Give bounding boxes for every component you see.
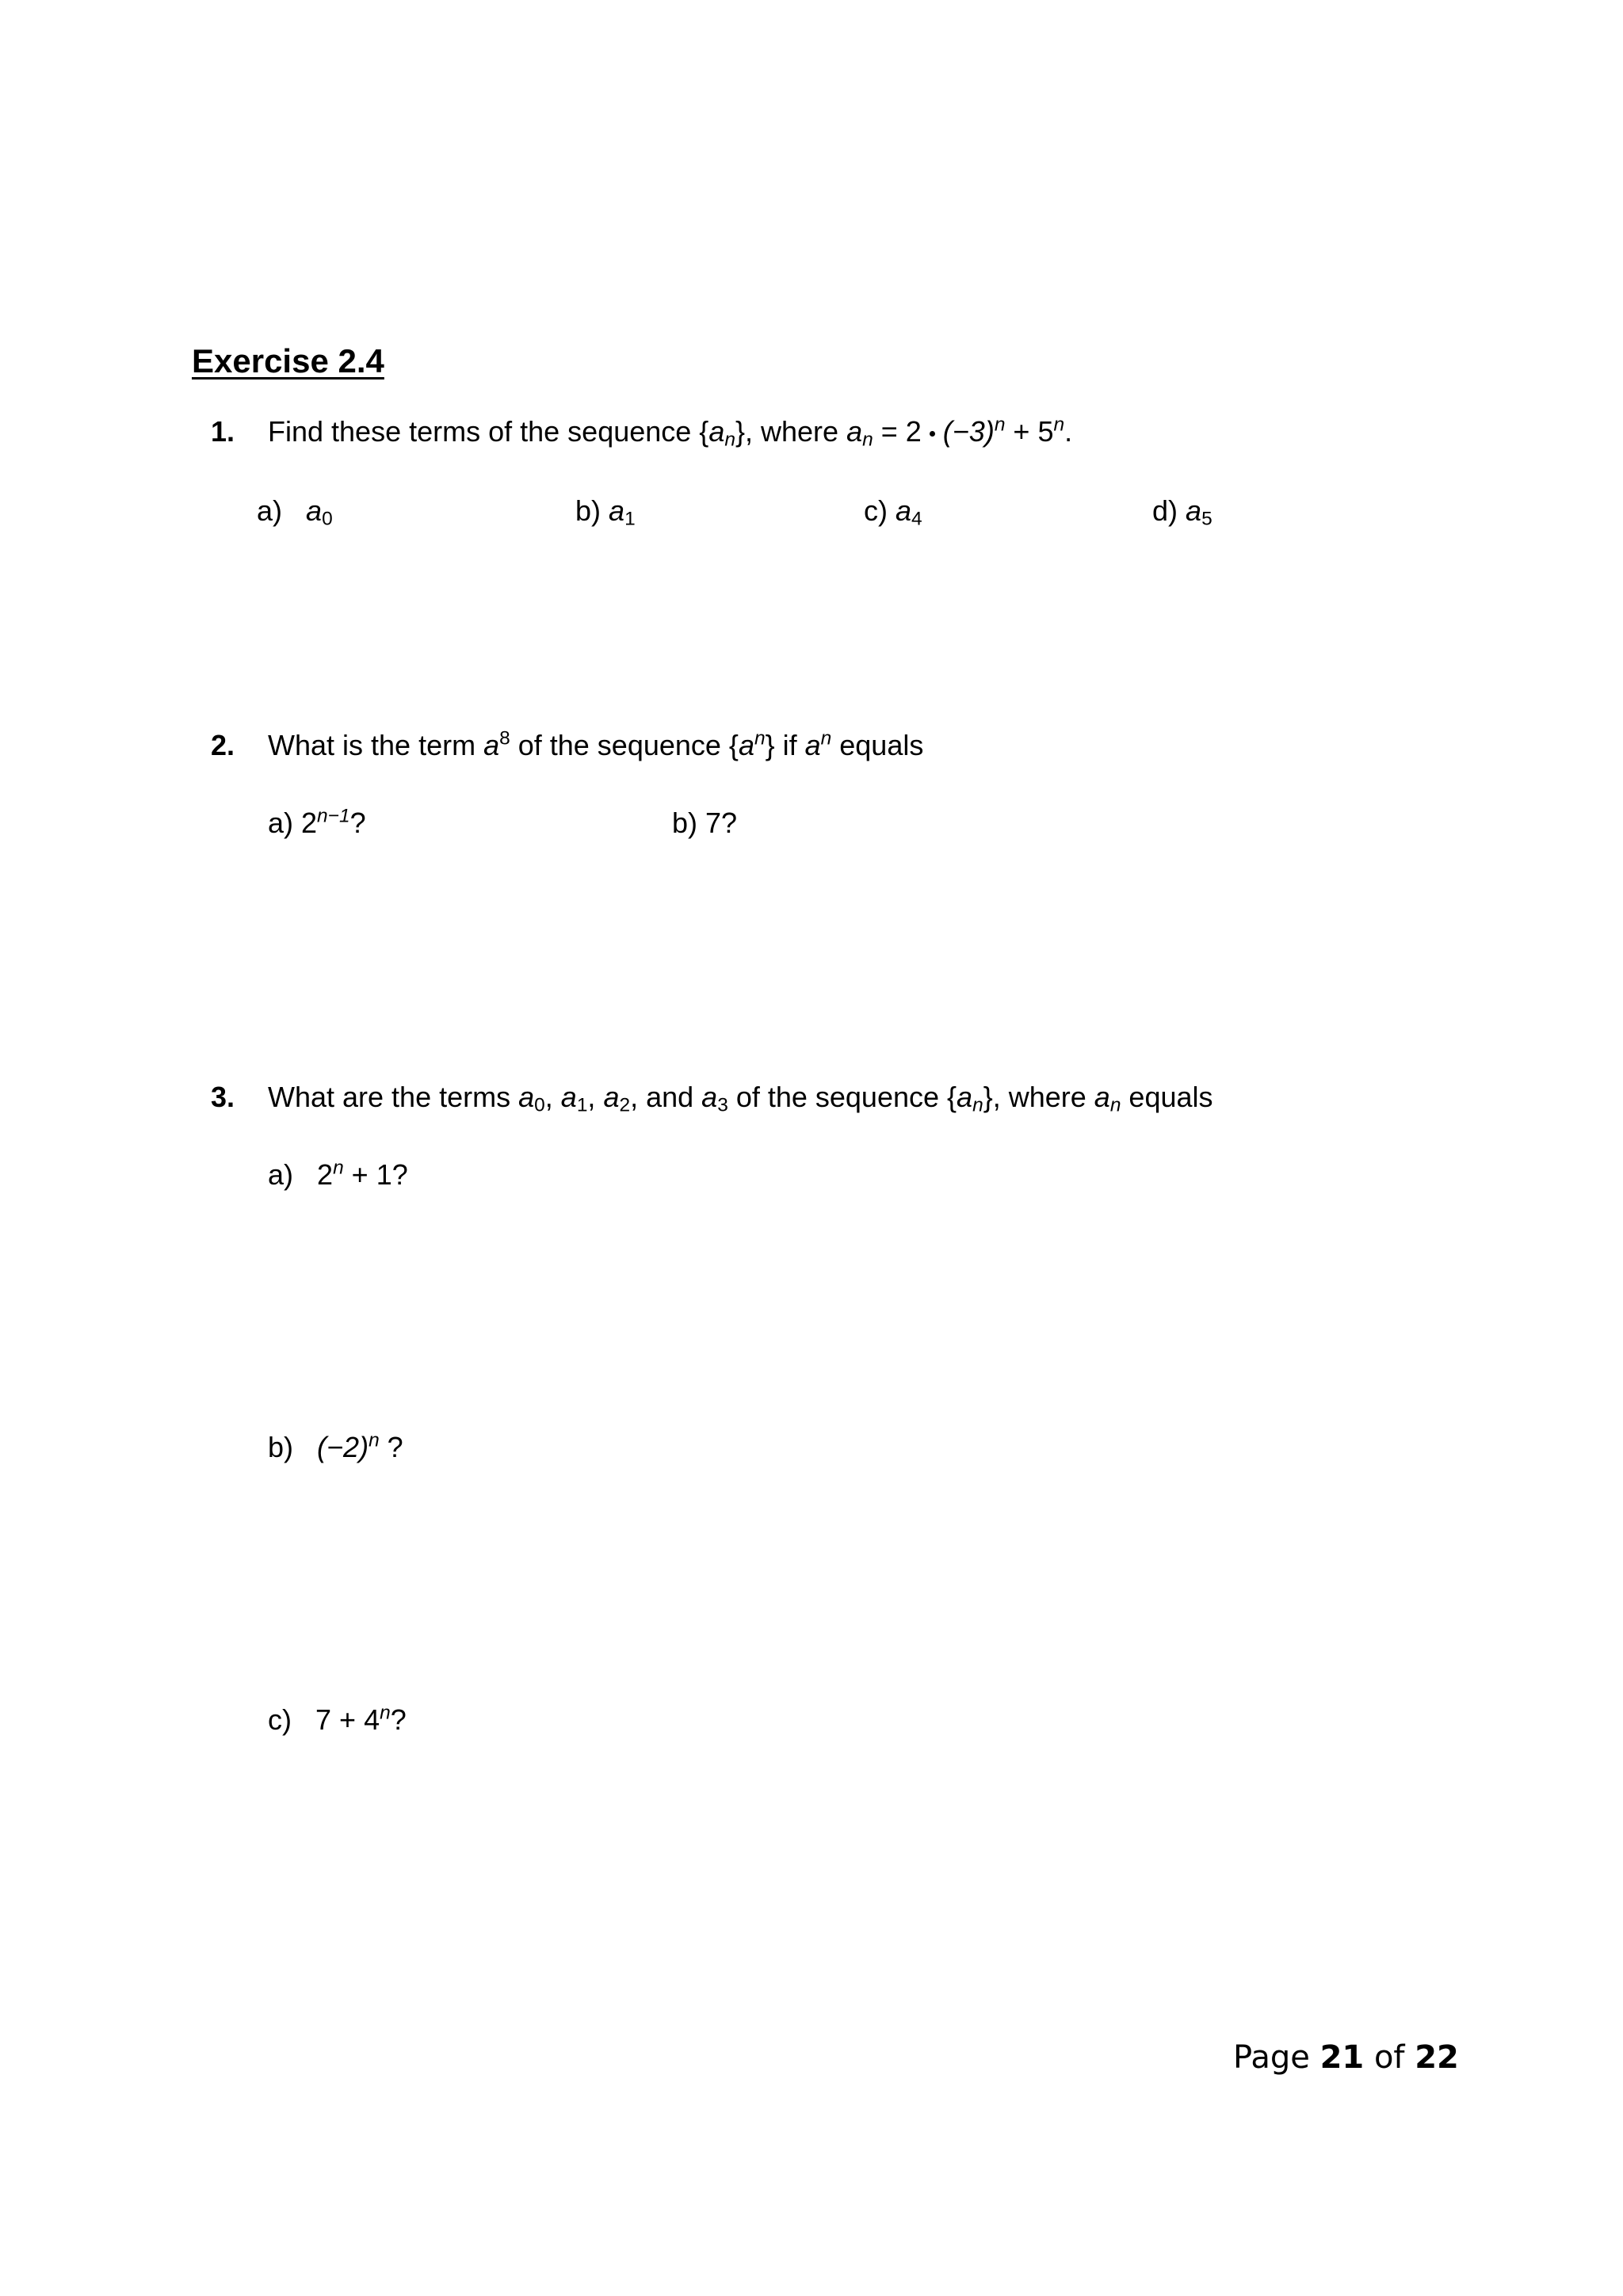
question-1-number: 1. [211,415,235,448]
q3-part-b-end: ? [379,1431,403,1463]
q3-sub-3: 3 [717,1094,728,1116]
q3-sub-0: 0 [534,1094,545,1116]
page-word: Page [1233,2039,1320,2076]
question-1-stem [268,414,1073,451]
q2-part-b: b) 7? [672,807,738,839]
q3-part-b [268,1431,403,1464]
q1-var: a [846,415,863,448]
q3-sub-2: 2 [619,1094,631,1116]
q1-part-b [575,494,636,528]
q3-part-c-label: c) [268,1703,292,1736]
q2-text-mid2: } if [765,729,805,761]
q1-part-d [1152,494,1212,528]
q1-part-a-var: a [306,494,323,527]
of-word: of [1364,2039,1415,2076]
q3-sub-n: n [972,1094,983,1116]
q3-var: a [1094,1081,1110,1113]
q1-text-start: Find these terms of the sequence { [268,415,709,448]
q3-part-a-sup: n [333,1157,344,1179]
q3-text-mid: of the sequence { [727,1081,957,1113]
q1-part-d-label: d) [1152,494,1178,527]
q2-text-mid1: of the sequence { [510,729,739,761]
page-number [1233,2039,1459,2076]
q1-part-a-label: a) [257,494,283,527]
q1-sub: n [724,429,735,451]
q3-part-a-end: + 1? [343,1158,408,1191]
q1-part-c-var: a [896,494,912,527]
q3-part-b-label: b) [268,1431,294,1463]
q3-sub-n: n [1109,1094,1121,1116]
q1-text-mid4: + 5 [1005,415,1054,448]
q3-part-c-base: 7 + 4 [315,1703,380,1736]
q1-part-c [864,494,922,528]
total-pages: 22 [1415,2039,1459,2076]
multiply-dot-icon [930,431,935,437]
q3-var: a [560,1081,577,1113]
q3-comma: , [544,1081,553,1113]
q3-part-c-end: ? [390,1703,407,1736]
q2-text-end: equals [831,729,924,761]
q3-text-start: What are the terms [268,1081,519,1113]
current-page: 21 [1319,2039,1365,2076]
q1-text-mid1: }, where [735,415,847,448]
q3-comma: , [587,1081,596,1113]
q1-part-a [257,494,333,528]
question-2-number: 2. [211,729,235,761]
q1-part-b-label: b) [575,494,601,527]
q3-text-end: equals [1121,1081,1213,1113]
q1-part-d-var: a [1186,494,1202,527]
q2-part-a-end: ? [349,807,366,839]
q3-text-mid2: }, where [983,1081,1094,1113]
q2-sup: n [754,727,766,749]
q3-part-a [268,1158,408,1192]
q3-part-a-label: a) [268,1158,294,1191]
q1-part-d-sub: 5 [1201,508,1212,530]
q3-sub-1: 1 [576,1094,588,1116]
q2-part-a [268,807,366,840]
q3-var: a [518,1081,535,1113]
q2-sup8: 8 [499,727,510,749]
q3-part-a-base: 2 [317,1158,334,1191]
q3-and: , and [630,1081,702,1113]
q3-part-c-sup: n [380,1702,391,1724]
q3-var: a [603,1081,620,1113]
q2-text-start: What is the term [268,729,484,761]
q1-var: a [708,415,725,448]
q1-part-a-sub: 0 [322,508,333,530]
q2-var: a [483,729,500,761]
q3-part-b-sup: n [369,1429,380,1451]
q1-part-b-sub: 1 [624,508,636,530]
q1-sup: n [1053,414,1065,436]
q1-sup: n [994,414,1006,436]
q1-text-mid3: (−3) [942,415,995,448]
q2-var: a [804,729,821,761]
exercise-title: Exercise 2.4 [192,342,384,379]
q2-part-a-sup: n−1 [317,805,350,827]
question-2-stem [268,729,923,762]
q3-part-b-base: (−2) [317,1431,369,1463]
q1-part-c-sub: 4 [911,508,922,530]
q3-part-c [268,1703,407,1737]
q3-var: a [957,1081,973,1113]
q2-sup: n [820,727,832,749]
q2-var: a [738,729,754,761]
q1-part-b-var: a [609,494,625,527]
q1-text-mid2: = 2 [873,415,922,448]
q1-sub: n [862,429,873,451]
q1-text-end: . [1064,415,1073,448]
q3-var: a [701,1081,718,1113]
question-3-stem [268,1081,1213,1114]
q2-part-a-label: a) 2 [268,807,318,839]
question-3-number: 3. [211,1081,235,1113]
q1-part-c-label: c) [864,494,888,527]
